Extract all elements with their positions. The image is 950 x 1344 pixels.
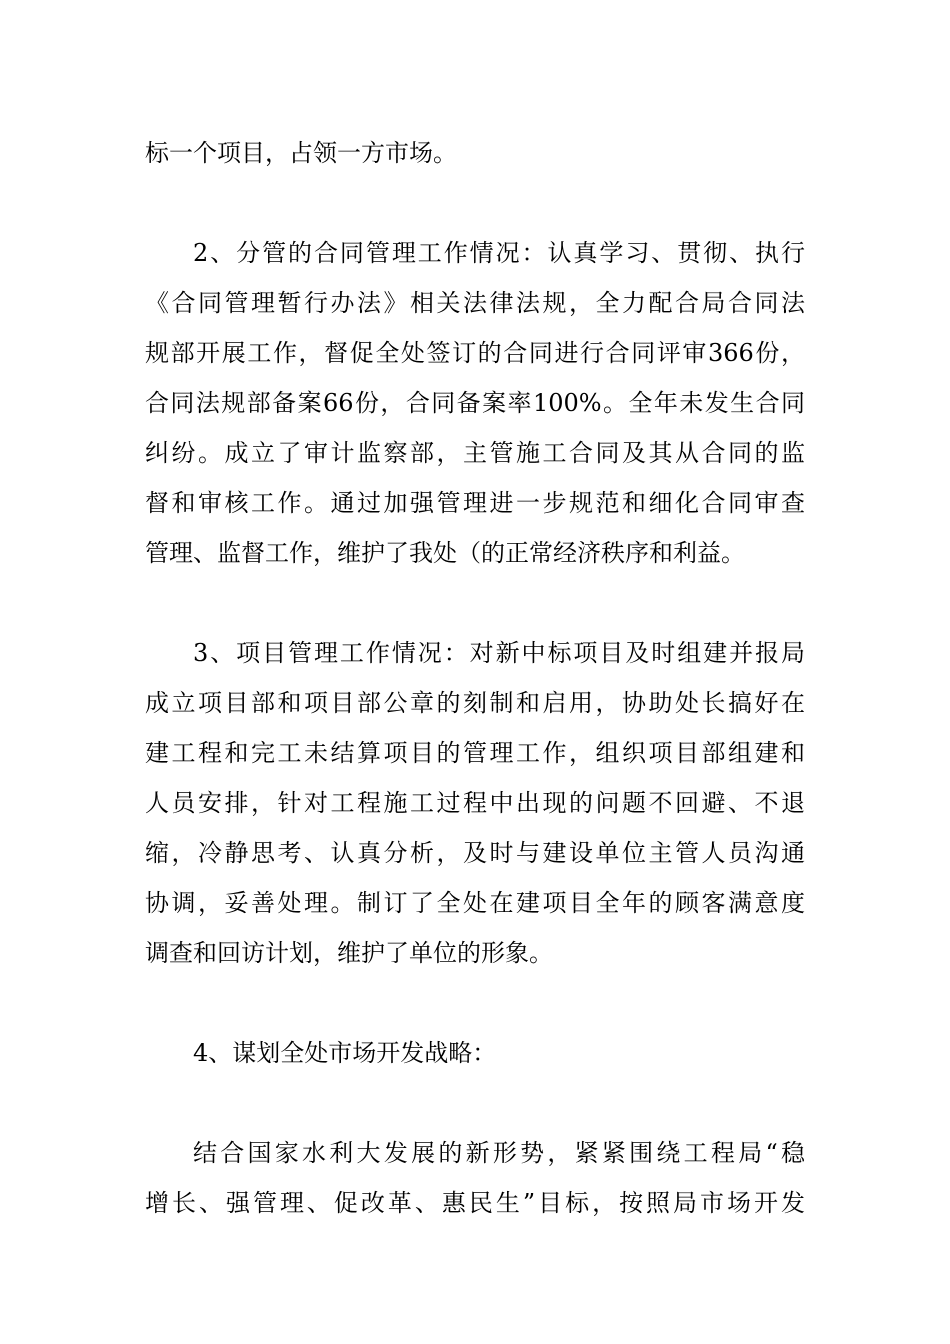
paragraph-line: 纠纷。成立了审计监察部，主管施工合同及其从合同的监 (145, 439, 805, 467)
paragraph-line: 规部开展工作，督促全处签订的合同进行合同评审366份， (145, 339, 805, 367)
paragraph-line: 合同法规部备案66份，合同备案率100%。全年未发生合同 (145, 389, 805, 417)
paragraph-line: 成立项目部和项目部公章的刻制和启用，协助处长搞好在 (145, 689, 805, 717)
paragraph-line: 建工程和完工未结算项目的管理工作，组织项目部组建和 (145, 739, 805, 767)
paragraph-line: 人员安排，针对工程施工过程中出现的问题不回避、不退 (145, 789, 805, 817)
paragraph-line: 协调，妥善处理。制订了全处在建项目全年的顾客满意度 (145, 889, 805, 917)
paragraph-line: 2、分管的合同管理工作情况：认真学习、贯彻、执行 (193, 239, 805, 267)
paragraph-line: 增长、强管理、促改革、惠民生”目标，按照局市场开发 (145, 1189, 805, 1217)
paragraph-line: 《合同管理暂行办法》相关法律法规，全力配合局合同法 (145, 289, 805, 317)
paragraph-line: 3、项目管理工作情况：对新中标项目及时组建并报局 (193, 639, 805, 667)
paragraph-line: 结合国家水利大发展的新形势，紧紧围绕工程局“稳 (193, 1139, 805, 1167)
paragraph-line: 4、谋划全处市场开发战略： (193, 1039, 497, 1067)
paragraph-line: 缩，冷静思考、认真分析，及时与建设单位主管人员沟通 (145, 839, 805, 867)
paragraph-line: 调查和回访计划，维护了单位的形象。 (145, 939, 553, 967)
paragraph-line: 管理、监督工作，维护了我处（的正常经济秩序和利益。 (145, 539, 745, 567)
paragraph-line: 标一个项目，占领一方市场。 (145, 139, 457, 167)
paragraph-line: 督和审核工作。通过加强管理进一步规范和细化合同审查 (145, 489, 805, 517)
